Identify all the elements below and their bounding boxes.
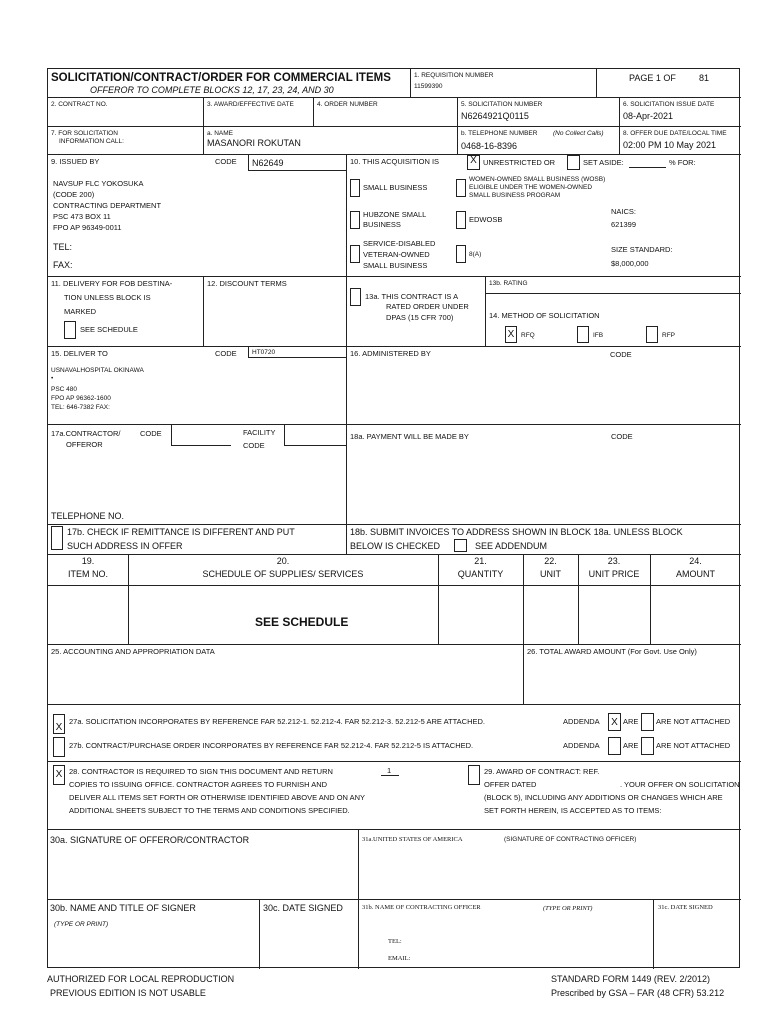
fob-checkbox[interactable]	[64, 321, 76, 339]
unrestricted-label: UNRESTRICTED OR	[483, 158, 556, 167]
block-28-checkbox[interactable]: X	[53, 765, 65, 785]
block-29-line-4: SET FORTH HEREIN, IS ACCEPTED AS TO ITEMS:	[484, 806, 662, 815]
total-award-label: 26. TOTAL AWARD AMOUNT (For Govt. Use Only)	[527, 647, 697, 656]
telephone-label: b. TELEPHONE NUMBER	[461, 130, 538, 137]
solicitation-number-label: 5. SOLICITATION NUMBER	[461, 101, 543, 108]
block-29-line-2: OFFER DATED	[484, 780, 537, 789]
requisition-number[interactable]: 11599390	[414, 83, 443, 90]
issuer-line-3: CONTRACTING DEPARTMENT	[53, 201, 162, 210]
no-collect-note: (No Collect Calls)	[553, 130, 604, 137]
rated-order-label-2: RATED ORDER UNDER	[386, 302, 469, 311]
size-standard-value: $8,000,000	[611, 259, 649, 268]
block-27b-are: ARE	[623, 741, 639, 750]
method-label: 14. METHOD OF SOLICITATION	[489, 311, 600, 320]
contractor-code-field[interactable]	[171, 424, 231, 446]
solicitation-number[interactable]: N6264921Q0115	[461, 111, 529, 121]
issued-by-code-label: CODE	[215, 157, 237, 166]
wosb-label-3: SMALL BUSINESS PROGRAM	[469, 192, 561, 199]
hubzone-label-1: HUBZONE SMALL	[363, 210, 427, 219]
issuer-fax: FAX:	[53, 260, 73, 270]
pct-for-label: % FOR:	[669, 158, 696, 167]
sf1449-form	[47, 68, 740, 968]
fob-label-2: TION UNLESS BLOCK IS	[64, 293, 151, 302]
block-29-line-3: (BLOCK 5), INCLUDING ANY ADDITIONS OR CHANGES WHICH ARE	[484, 793, 723, 802]
rfq-label: RFQ	[521, 332, 535, 339]
fob-see-schedule: SEE SCHEDULE	[80, 325, 138, 334]
set-aside-label: SET ASIDE:	[583, 158, 624, 167]
block-27a-are: ARE	[623, 717, 639, 726]
eight-a-label: 8(A)	[469, 251, 482, 258]
see-schedule-heading: SEE SCHEDULE	[255, 615, 349, 629]
sdvosb-label-3: SMALL BUSINESS	[363, 261, 428, 270]
edwosb-checkbox[interactable]	[456, 211, 466, 229]
submit-invoices-label-2: BELOW IS CHECKED	[350, 541, 441, 551]
form-subtitle: OFFEROR TO COMPLETE BLOCKS 12, 17, 23, 24, AND 30	[90, 85, 334, 95]
col-unit-label: UNIT	[540, 569, 561, 579]
administered-by-label: 16. ADMINISTERED BY	[350, 349, 431, 358]
signature-offeror-label: 30a. SIGNATURE OF OFFEROR/CONTRACTOR	[50, 835, 250, 845]
usa-signature-label: 31a.UNITED STATES OF AMERICA	[362, 836, 463, 843]
footer-local-reproduction: AUTHORIZED FOR LOCAL REPRODUCTION	[47, 974, 235, 984]
rfp-checkbox[interactable]	[646, 326, 658, 343]
payment-label: 18a. PAYMENT WILL BE MADE BY	[350, 432, 469, 441]
page-label: PAGE 1 OF	[629, 73, 676, 83]
contractor-label-2: OFFEROR	[66, 440, 103, 449]
wosb-label-2: ELIGIBLE UNDER THE WOMEN-OWNED	[469, 184, 593, 191]
block-27a-text: 27a. SOLICITATION INCORPORATES BY REFERENCE FAR 52.212-1. 52.212-4. FAR 52.212-3. 52.212-5 ARE ATTACHED.	[69, 717, 485, 726]
col-quantity-num: 21.	[474, 556, 487, 566]
wosb-label-1: WOMEN-OWNED SMALL BUSINESS (WOSB)	[469, 176, 606, 183]
discount-terms-label: 12. DISCOUNT TERMS	[207, 279, 287, 288]
info-call-label-1: 7. FOR SOLICITATION	[51, 130, 118, 137]
fob-label-1: 11. DELIVERY FOR FOB DESTINA-	[51, 279, 173, 288]
acquisition-label: 10. THIS ACQUISITION IS	[350, 157, 440, 166]
wosb-checkbox[interactable]	[456, 179, 466, 197]
officer-date-signed-label: 31c. DATE SIGNED	[658, 904, 713, 911]
officer-type-or-print: (TYPE OR PRINT)	[543, 905, 593, 912]
rated-order-label-3: DPAS (15 CFR 700)	[386, 313, 454, 322]
small-business-checkbox[interactable]	[350, 179, 360, 197]
offer-due-label: 8. OFFER DUE DATE/LOCAL TIME	[623, 130, 727, 137]
size-standard-label: SIZE STANDARD:	[611, 245, 673, 254]
date-signed-label: 30c. DATE SIGNED	[263, 903, 343, 913]
sdvosb-label-2: VETERAN-OWNED	[363, 250, 430, 259]
officer-email: EMAIL:	[388, 955, 411, 962]
contract-no-label: 2. CONTRACT NO.	[51, 101, 108, 108]
rfq-checkbox[interactable]: X	[505, 326, 517, 343]
col-amount-num: 24.	[689, 556, 702, 566]
officer-tel: TEL:	[388, 938, 402, 945]
deliver-line-1: USNAVALHOSPITAL OKINAWA	[51, 367, 144, 374]
contact-name[interactable]: MASANORI ROKUTAN	[207, 138, 301, 148]
footer-prescribed-by: Prescribed by GSA – FAR (48 CFR) 53.212	[551, 988, 725, 998]
col-unit-num: 22.	[544, 556, 557, 566]
remittance-label-2: SUCH ADDRESS IN OFFER	[67, 541, 183, 551]
administered-code-label: CODE	[610, 350, 632, 359]
set-aside-pct-line[interactable]	[629, 167, 666, 168]
rated-order-checkbox[interactable]	[350, 288, 361, 306]
fob-label-3: MARKED	[64, 307, 97, 316]
block-27b-not-attached-checkbox[interactable]	[641, 737, 654, 755]
telephone-number[interactable]: 0468-16-8396	[461, 141, 518, 151]
naics-label: NAICS:	[611, 207, 637, 216]
remittance-label-1: 17b. CHECK IF REMITTANCE IS DIFFERENT AND PUT	[67, 527, 295, 537]
deliver-line-3: PSC 480	[51, 386, 78, 393]
issuer-tel: TEL:	[53, 242, 73, 252]
deliver-line-2: •	[51, 375, 54, 382]
facility-code-field[interactable]	[284, 424, 346, 446]
facility-label-2: CODE	[243, 441, 265, 450]
deliver-to-label: 15. DELIVER TO	[51, 349, 108, 358]
award-date-label: 3. AWARD/EFFECTIVE DATE	[207, 101, 294, 108]
issued-by-code[interactable]: N62649	[252, 158, 284, 168]
offer-due-date[interactable]: 02:00 PM 10 May 2021	[623, 140, 717, 150]
deliver-line-5: TEL: 646-7382 FAX:	[51, 404, 110, 411]
col-unit-price-label: UNIT PRICE	[588, 569, 640, 579]
signer-name-label: 30b. NAME AND TITLE OF SIGNER	[50, 903, 196, 913]
submit-invoices-label-1: 18b. SUBMIT INVOICES TO ADDRESS SHOWN IN BLOCK 18a. UNLESS BLOCK	[350, 527, 683, 537]
form-title: SOLICITATION/CONTRACT/ORDER FOR COMMERCIAL ITEMS	[51, 72, 391, 84]
rated-order-label-1: 13a. THIS CONTRACT IS A	[365, 292, 459, 301]
eight-a-checkbox[interactable]	[456, 245, 466, 263]
see-addendum-label: SEE ADDENDUM	[475, 541, 548, 551]
col-unit-price-num: 23.	[607, 556, 621, 566]
block-29-line-2b: . YOUR OFFER ON SOLICITATION	[620, 780, 740, 789]
contractor-label-1: 17a.CONTRACTOR/	[51, 429, 121, 438]
col-amount-label: AMOUNT	[676, 569, 715, 579]
set-aside-checkbox[interactable]	[567, 155, 580, 170]
facility-label-1: FACILITY	[243, 428, 276, 437]
footer-previous-edition: PREVIOUS EDITION IS NOT USABLE	[50, 988, 206, 998]
issuer-line-2: (CODE 200)	[53, 190, 95, 199]
edwosb-label: EDWOSB	[469, 215, 503, 224]
deliver-line-4: FPO AP 96362-1600	[51, 395, 111, 402]
col-quantity-label: QUANTITY	[457, 569, 504, 579]
block-27b-checkbox[interactable]	[53, 737, 65, 757]
col-item-num: 19.	[81, 556, 95, 566]
block-27a-not-attached: ARE NOT ATTACHED	[656, 717, 731, 726]
contracting-officer-signature-label: (SIGNATURE OF CONTRACTING OFFICER)	[504, 836, 637, 843]
block-28-line-1: 28. CONTRACTOR IS REQUIRED TO SIGN THIS DOCUMENT AND RETURN	[69, 767, 333, 776]
accounting-label: 25. ACCOUNTING AND APPROPRIATION DATA	[51, 647, 215, 656]
name-label: a. NAME	[207, 130, 234, 137]
small-business-label: SMALL BUSINESS	[363, 183, 428, 192]
col-schedule-num: 20.	[276, 556, 290, 566]
issuer-line-5: FPO AP 96349-0011	[53, 223, 122, 232]
rating-label: 13b. RATING	[489, 280, 528, 287]
block-29-checkbox[interactable]	[468, 765, 480, 785]
sdvosb-checkbox[interactable]	[350, 245, 360, 263]
footer-form-number: STANDARD FORM 1449 (REV. 2/2012)	[551, 974, 711, 984]
solicitation-date[interactable]: 08-Apr-2021	[623, 111, 674, 121]
naics-code: 621399	[611, 220, 637, 229]
block-28-line-3: DELIVER ALL ITEMS SET FORTH OR OTHERWISE IDENTIFIED ABOVE AND ON ANY	[69, 793, 366, 802]
hubzone-label-2: BUSINESS	[363, 220, 401, 229]
block-27a-are-checkbox[interactable]: X	[608, 713, 621, 731]
requisition-label: 1. REQUISITION NUMBER	[414, 72, 494, 79]
sdvosb-label-1: SERVICE-DISABLED	[363, 239, 436, 248]
deliver-to-code[interactable]: HT0720	[252, 349, 276, 356]
info-call-label-2: INFORMATION CALL:	[59, 138, 124, 145]
page-total: 81	[699, 73, 710, 83]
issuer-line-4: PSC 473 BOX 11	[53, 212, 111, 221]
rfp-label: RFP	[662, 332, 675, 339]
col-item-label: ITEM NO.	[68, 569, 108, 579]
telephone-no-label: TELEPHONE NO.	[51, 511, 125, 521]
block-29-line-1: 29. AWARD OF CONTRACT: REF.	[484, 767, 600, 776]
remittance-checkbox[interactable]	[51, 526, 63, 550]
block-27a-checkbox[interactable]: X	[53, 714, 65, 734]
block-28-line-2: COPIES TO ISSUING OFFICE. CONTRACTOR AGREES TO FURNISH AND	[69, 780, 328, 789]
block-28-copies[interactable]: 1	[387, 766, 392, 775]
ifb-label: IFB	[593, 332, 604, 339]
contracting-officer-name-label: 31b. NAME OF CONTRACTING OFFICER	[362, 904, 481, 911]
block-27b-not-attached: ARE NOT ATTACHED	[656, 741, 731, 750]
issuer-line-1: NAVSUP FLC YOKOSUKA	[53, 179, 144, 188]
solicitation-date-label: 6. SOLICITATION ISSUE DATE	[623, 101, 715, 108]
order-number-label: 4. ORDER NUMBER	[317, 101, 378, 108]
block-28-line-4: ADDITIONAL SHEETS SUBJECT TO THE TERMS AND CONDITIONS SPECIFIED.	[69, 806, 350, 815]
block-27b-are-checkbox[interactable]	[608, 737, 621, 755]
unrestricted-checkbox[interactable]: X	[467, 155, 480, 170]
signer-type-or-print: (TYPE OR PRINT)	[54, 921, 109, 928]
payment-code-label: CODE	[611, 432, 633, 441]
hubzone-checkbox[interactable]	[350, 211, 360, 229]
ifb-checkbox[interactable]	[577, 326, 589, 343]
deliver-to-code-label: CODE	[215, 349, 237, 358]
block-27b-text: 27b. CONTRACT/PURCHASE ORDER INCORPORATES BY REFERENCE FAR 52.212-4. FAR 52.212-5 IS ATTACHED.	[69, 741, 474, 750]
block-27a-addenda: ADDENDA	[563, 717, 600, 726]
contractor-code-label: CODE	[140, 429, 162, 438]
block-27b-addenda: ADDENDA	[563, 741, 600, 750]
block-27a-not-attached-checkbox[interactable]	[641, 713, 654, 731]
addendum-checkbox[interactable]	[454, 539, 467, 552]
issued-by-label: 9. ISSUED BY	[51, 157, 100, 166]
col-schedule-label: SCHEDULE OF SUPPLIES/ SERVICES	[202, 569, 364, 579]
